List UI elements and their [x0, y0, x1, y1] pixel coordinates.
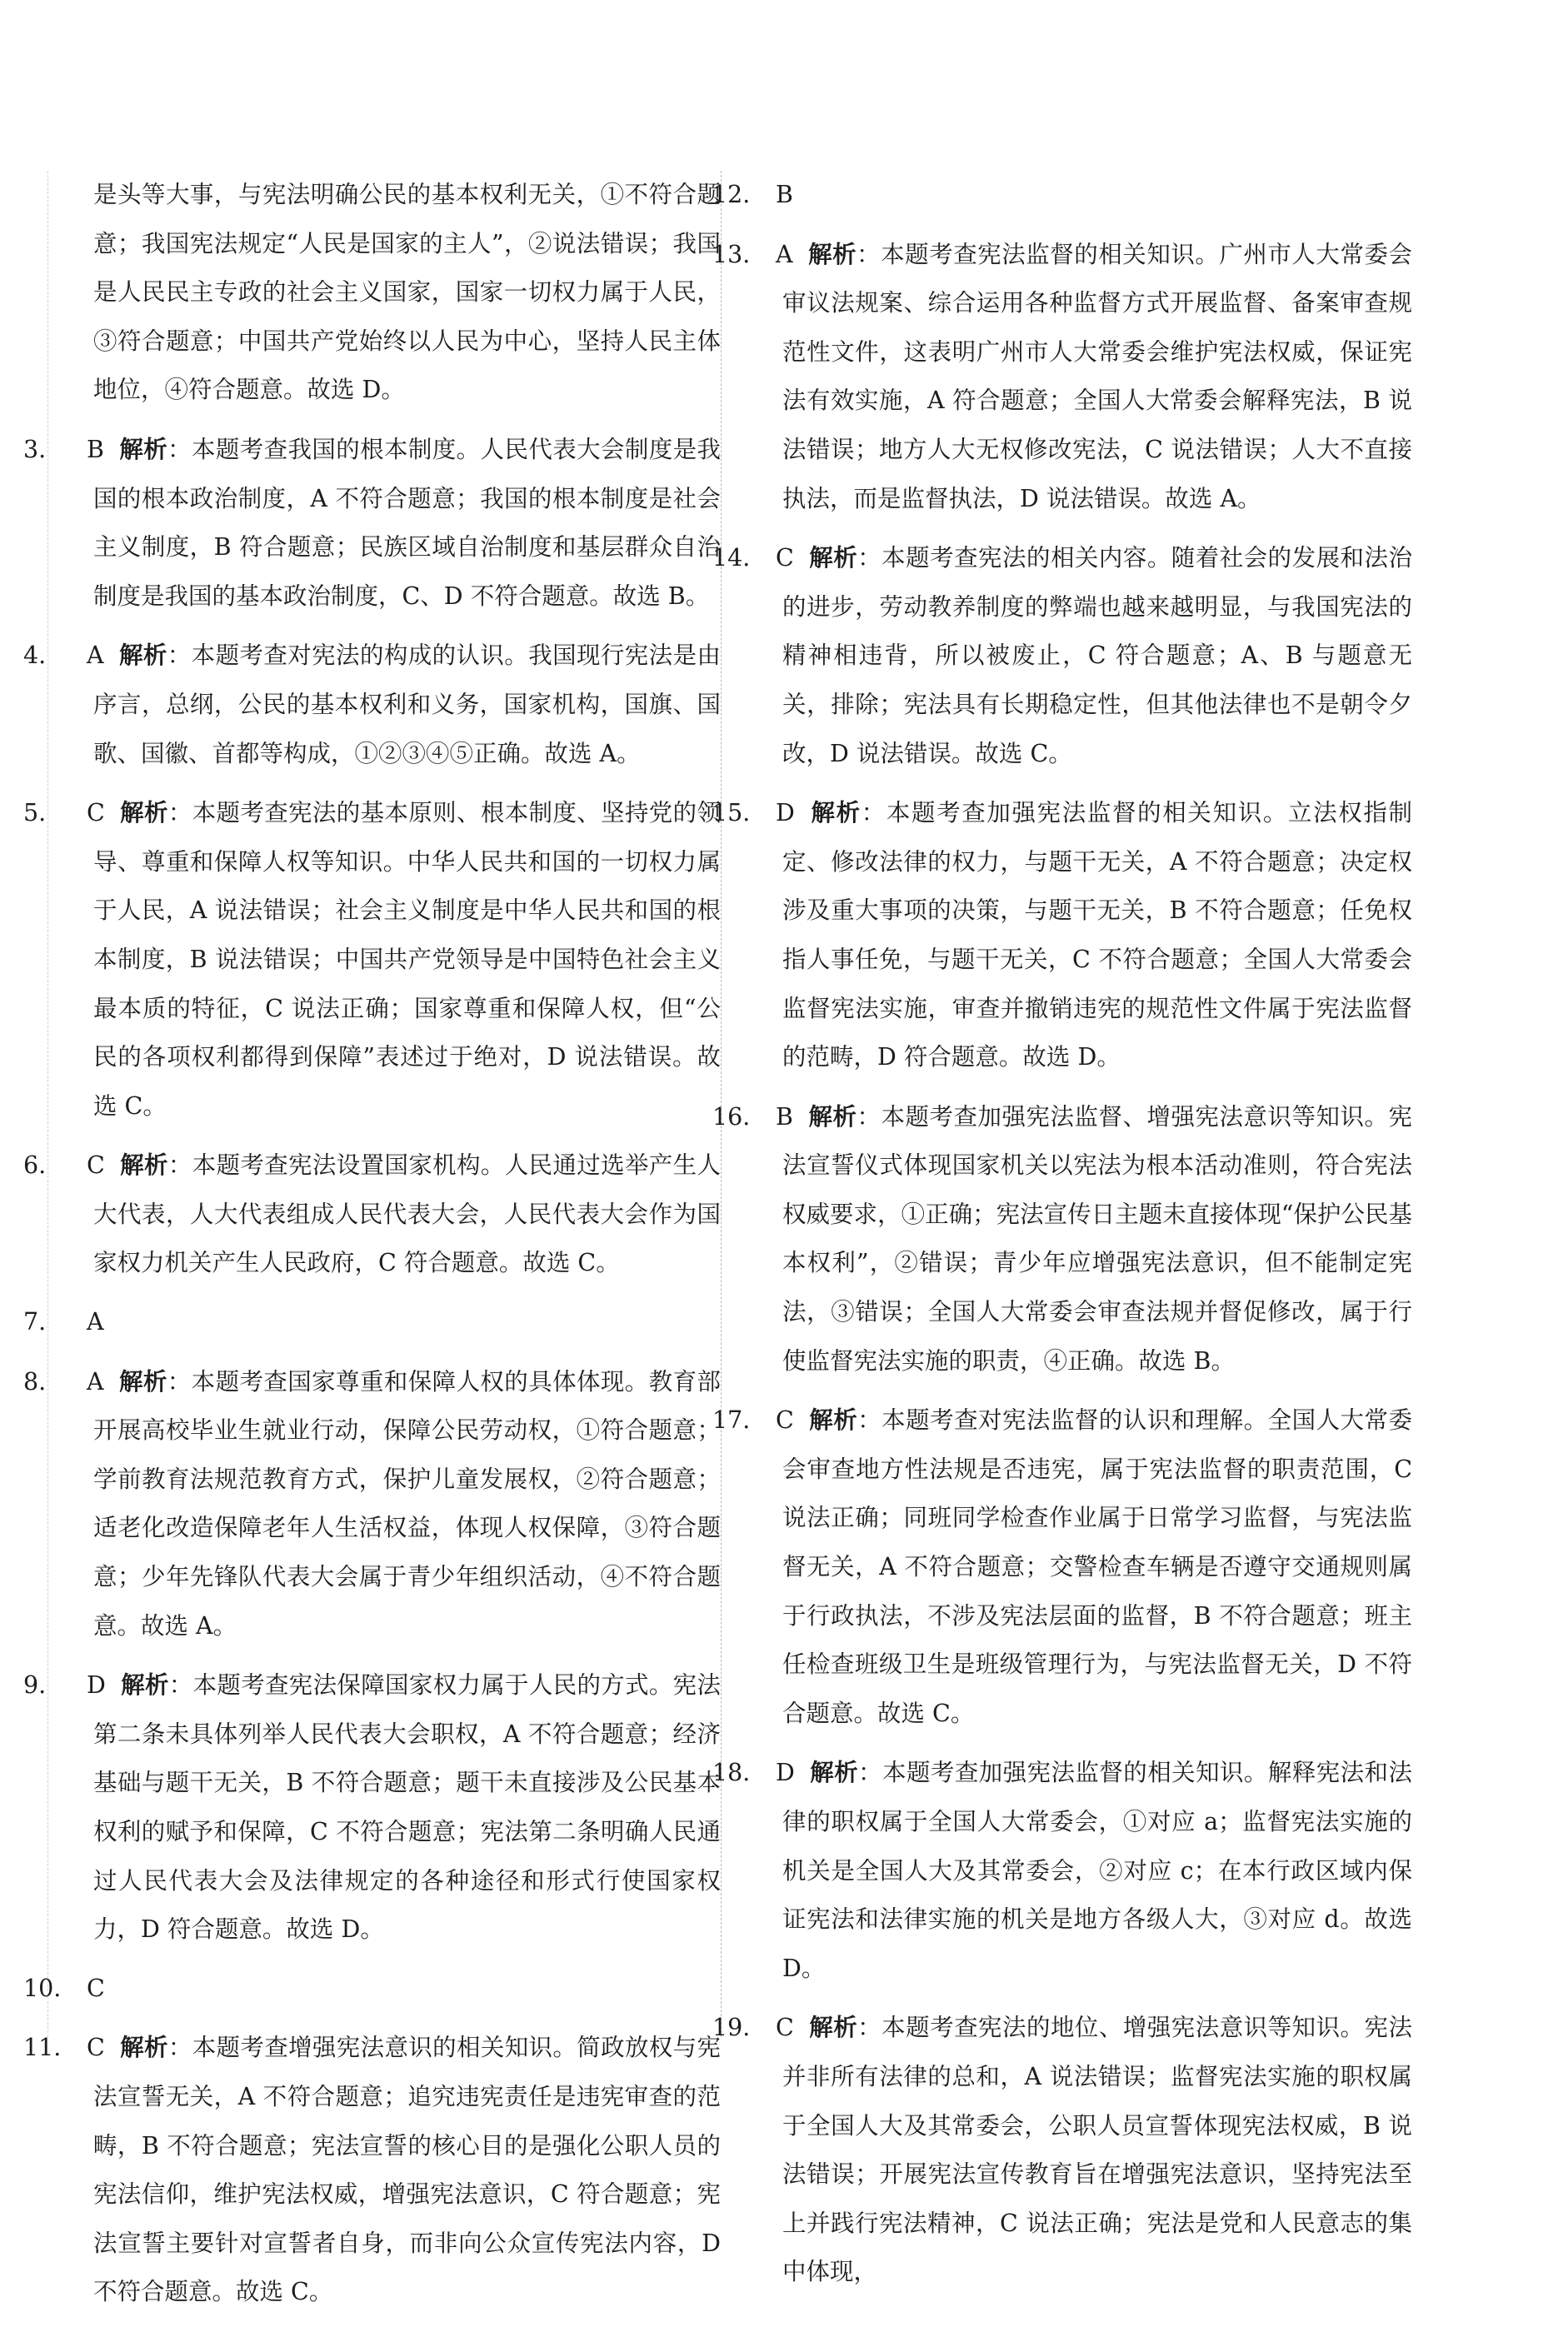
question-number: 6. — [23, 1151, 47, 1180]
answer-item — [712, 2003, 1412, 2297]
analysis-label: 解析 — [807, 239, 857, 268]
analysis-text: ：本题考查加强宪法监督的相关知识。解释宪法和法律的职权属于全国人大常委会，①对应 a；监督宪法实施的机关是全国人大及其常委会，②对应 c；在本行政区域内保证宪法和法律实施的机关是地方各级人大，③对应 d。故选 D。 — [782, 1759, 1412, 1982]
analysis-text: ：本题考查宪法的地位、增强宪法意识等知识。宪法并非所有法律的总和，A 说法错误；监督宪法实施的职权属于全国人大及其常委会，公职人员宣誓体现宪法权威，B 说法错误；开展宪法宣传教育旨在增强宪法意识，坚持宪法至上并践行宪法精神，C 说法正确；宪法是党和人民意志的集中体现， — [782, 2014, 1412, 2286]
analysis-text: ：本题考查加强宪法监督的相关知识。立法权指制定、修改法律的权力，与题干无关，A 不符合题意；决定权涉及重大事项的决策，与题干无关，B 不符合题意；任免权指人事任免，与题干无关，C 不符合题意；全国人大常委会监督宪法实施，审查并撤销违宪的规范性文件属于宪法监督的范畴，D 符合题意。故选 D。 — [782, 799, 1412, 1071]
question-number: 16. — [712, 1102, 751, 1131]
answer-item — [23, 1660, 721, 1955]
answer-item — [23, 1298, 721, 1347]
analysis-label: 解析 — [808, 543, 858, 572]
analysis-label: 解析 — [808, 2013, 858, 2042]
answer-choice: C — [87, 1974, 105, 2002]
analysis-label: 解析 — [118, 1366, 167, 1396]
analysis-text: ：本题考查我国的根本制度。人民代表大会制度是我国的根本政治制度，A 不符合题意；我国的根本制度是社会主义制度，B 符合题意；民族区域自治制度和基层群众自治制度是我国的基本政治制度，C、D 不符合题意。故选 B。 — [93, 435, 721, 610]
answer-item — [712, 171, 1412, 220]
analysis-text: ：本题考查宪法的基本原则、根本制度、坚持党的领导、尊重和保障人权等知识。中华人民共和国的一切权力属于人民，A 说法错误；社会主义制度是中华人民共和国的根本制度，B 说法错误；中国共产党领导是中国特色社会主义最本质的特征，C 说法正确；国家尊重和保障人权，但“公民的各项权利都得到保障”表述过于绝对，D 说法错误。故选 C。 — [93, 799, 721, 1120]
analysis-text: ：本题考查宪法设置国家机构。人民通过选举产生人大代表，人大代表组成人民代表大会，人民代表大会作为国家权力机关产生人民政府，C 符合题意。故选 C。 — [93, 1151, 721, 1277]
question-number: 7. — [23, 1308, 47, 1336]
question-number: 19. — [712, 2014, 751, 2042]
analysis-text: ：本题考查宪法保障国家权力属于人民的方式。宪法第二条未具体列举人民代表大会职权，A 不符合题意；经济基础与题干无关，B 不符合题意；题干未直接涉及公民基本权利的赋予和保障，C 不符合题意；宪法第二条明确人民通过人民代表大会及法律规定的各种途径和形式行使国家权力，D 符合题意。故选 D。 — [93, 1671, 721, 1944]
answer-choice: D — [776, 1759, 795, 1787]
answer-choice: A — [87, 1308, 104, 1336]
question-number: 11. — [23, 2034, 62, 2062]
analysis-label: 解析 — [120, 1670, 169, 1700]
question-number: 14. — [712, 544, 751, 572]
answer-item — [23, 425, 721, 621]
answer-item — [712, 533, 1412, 778]
analysis-label: 解析 — [118, 434, 168, 463]
answer-item — [23, 1965, 721, 2014]
question-number: 8. — [23, 1367, 47, 1396]
answer-choice: B — [776, 181, 793, 208]
answer-choice: B — [87, 435, 104, 463]
analysis-label: 解析 — [809, 798, 861, 827]
answer-choice: B — [776, 1102, 793, 1131]
answer-choice: C — [87, 2034, 105, 2062]
answer-choice: C — [776, 1406, 794, 1435]
question-number: 13. — [712, 240, 751, 268]
answer-choice: D — [87, 1671, 106, 1700]
analysis-label: 解析 — [808, 1406, 858, 1435]
answer-item — [712, 1748, 1412, 1993]
answer-choice: A — [776, 240, 793, 268]
answer-item — [23, 1141, 721, 1288]
answer-item — [23, 631, 721, 778]
question-number: 5. — [23, 799, 47, 827]
analysis-label: 解析 — [119, 2033, 168, 2062]
right-column — [712, 171, 1412, 2307]
question-number: 3. — [23, 435, 47, 463]
analysis-label: 解析 — [809, 1758, 859, 1787]
analysis-text: ：本题考查宪法监督的相关知识。广州市人大常委会审议法规案、综合运用各种监督方式开展监督、备案审查规范性文件，这表明广州市人大常委会维护宪法权威，保证宪法有效实施，A 符合题意；全国人大常委会解释宪法，B 说法错误；地方人大无权修改宪法，C 说法错误；人大不直接执法，而是监督执法，D 说法错误。故选 A。 — [782, 240, 1412, 512]
analysis-text: 是头等大事，与宪法明确公民的基本权利无关，①不符合题意；我国宪法规定“人民是国家的主人”，②说法错误；我国是人民民主专政的社会主义国家，国家一切权力属于人民，③符合题意；中国共产党始终以人民为中心，坚持人民主体地位，④符合题意。故选 D。 — [93, 181, 721, 404]
analysis-label: 解析 — [118, 641, 167, 670]
analysis-label: 解析 — [119, 798, 168, 827]
analysis-label: 解析 — [119, 1151, 168, 1180]
analysis-text: ：本题考查国家尊重和保障人权的具体体现。教育部开展高校毕业生就业行动，保障公民劳动权，①符合题意；学前教育法规范教育方式，保护儿童发展权，②符合题意；适老化改造保障老年人生活权益，体现人权保障，③符合题意；少年先锋队代表大会属于青少年组织活动，④不符合题意。故选 A。 — [93, 1367, 721, 1640]
answer-item — [58, 171, 721, 415]
left-column — [23, 171, 721, 2327]
question-number: 15. — [712, 799, 751, 827]
answer-choice: C — [87, 1151, 105, 1180]
answer-item — [712, 1092, 1412, 1386]
analysis-text: ：本题考查对宪法的构成的认识。我国现行宪法是由序言，总纲，公民的基本权利和义务，国家机构，国旗、国歌、国徽、首都等构成，①②③④⑤正确。故选 A。 — [93, 642, 721, 767]
left-margin-line — [47, 171, 48, 2037]
question-number: 12. — [712, 181, 751, 208]
analysis-text: ：本题考查宪法的相关内容。随着社会的发展和法治的进步，劳动教养制度的弊端也越来越明显，与我国宪法的精神相违背，所以被废止，C 符合题意；A、B 与题意无关，排除；宪法具有长期稳定性，但其他法律也不是朝令夕改，D 说法错误。故选 C。 — [782, 544, 1412, 767]
question-number: 9. — [23, 1671, 47, 1700]
analysis-text: ：本题考查对宪法监督的认识和理解。全国人大常委会审查地方性法规是否违宪，属于宪法监督的职责范围，C 说法正确；同班同学检查作业属于日常学习监督，与宪法监督无关，A 不符合题意；交警检查车辆是否遵守交通规则属于行政执法，不涉及宪法层面的监督，B 不符合题意；班主任检查班级卫生是班级管理行为，与宪法监督无关，D 不符合题意。故选 C。 — [782, 1406, 1412, 1727]
question-number: 18. — [712, 1759, 751, 1787]
answer-choice: C — [776, 544, 794, 572]
answer-item — [712, 1396, 1412, 1738]
analysis-text: ：本题考查加强宪法监督、增强宪法意识等知识。宪法宣誓仪式体现国家机关以宪法为根本活动准则，符合宪法权威要求，①正确；宪法宣传日主题未直接体现“保护公民基本权利”，②错误；青少年应增强宪法意识，但不能制定宪法，③错误；全国人大常委会审查法规并督促修改，属于行使监督宪法实施的职责，④正确。故选 B。 — [782, 1102, 1412, 1375]
answer-choice: A — [87, 1367, 104, 1396]
question-number: 10. — [23, 1974, 62, 2002]
analysis-label: 解析 — [807, 1101, 857, 1131]
analysis-text: ：本题考查增强宪法意识的相关知识。简政放权与宪法宣誓无关，A 不符合题意；追究违宪责任是违宪审查的范畴，B 不符合题意；宪法宣誓的核心目的是强化公职人员的宪法信仰，维护宪法权威，增强宪法意识，C 符合题意；宪法宣誓主要针对宣誓者自身，而非向公众宣传宪法内容，D 不符合题意。故选 C。 — [93, 2034, 721, 2306]
answer-choice: C — [776, 2014, 794, 2042]
answer-item — [23, 1357, 721, 1651]
answer-item — [712, 230, 1412, 524]
answer-choice: D — [776, 799, 795, 827]
answer-choice: C — [87, 799, 105, 827]
answer-item — [23, 2023, 721, 2317]
answer-item — [23, 788, 721, 1131]
question-number: 17. — [712, 1406, 751, 1435]
answer-item — [712, 788, 1412, 1082]
answer-choice: A — [87, 642, 104, 670]
question-number: 4. — [23, 642, 47, 670]
